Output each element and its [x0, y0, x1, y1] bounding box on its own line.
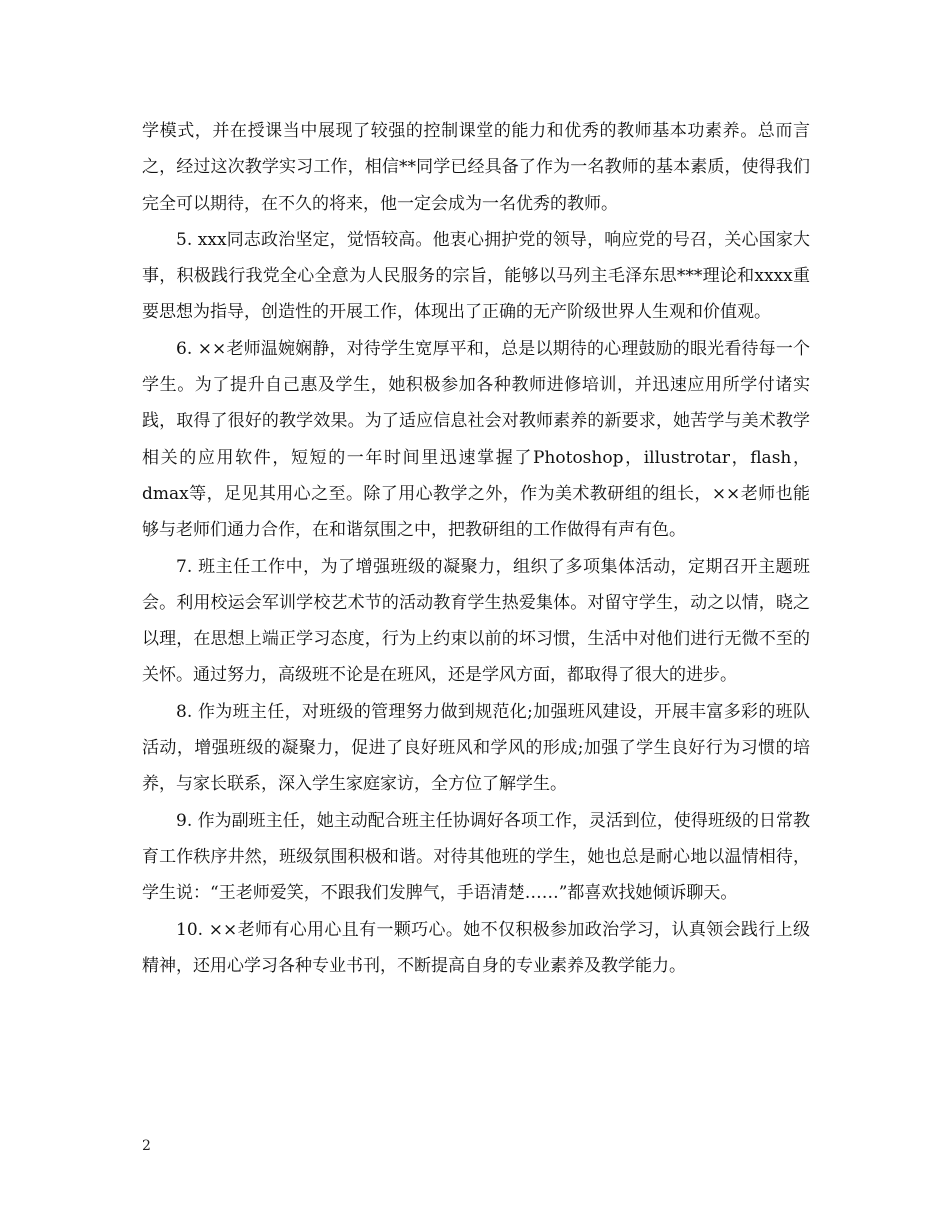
paragraph-item-6: 6. ××老师温婉娴静，对待学生宽厚平和，总是以期待的心理鼓励的眼光看待每一个学生。为了提升自己惠及学生，她积极参加各种教师进修培训，并迅速应用所学付诸实践，取得了很好的教学效果。为了适应信息社会对教师素养的新要求，她苦学与美术教学相关的应用软件，短短的一年时间里迅速掌握了Photoshop，illustrotar，flash，dmax等，足见其用心之至。除了用心教学之外，作为美术教研组的组长，××老师也能够与老师们通力合作，在和谐氛围之中，把教研组的工作做得有声有色。 [142, 338, 810, 541]
paragraph-item-7: 7. 班主任工作中，为了增强班级的凝聚力，组织了多项集体活动，定期召开主题班会。利用校运会军训学校艺术节的活动教育学生热爱集体。对留守学生，动之以情，晓之以理，在思想上端正学习态度，行为上约束以前的坏习惯，生活中对他们进行无微不至的关怀。通过努力，高级班不论是在班风，还是学风方面，都取得了很大的进步。 [142, 556, 810, 686]
paragraph-item-5: 5. xxx同志政治坚定，觉悟较高。他衷心拥护党的领导，响应党的号召，关心国家大事，积极践行我党全心全意为人民服务的宗旨，能够以马列主毛泽东思***理论和xxxx重要思想为指导，创造性的开展工作，体现出了正确的无产阶级世界人生观和价值观。 [142, 229, 810, 323]
document-body [142, 113, 810, 984]
paragraph-item-10: 10. ××老师有心用心且有一颗巧心。她不仅积极参加政治学习，认真领会践行上级精神，还用心学习各种专业书刊，不断提高自身的专业素养及教学能力。 [142, 919, 810, 976]
paragraph-item-9: 9. 作为副班主任，她主动配合班主任协调好各项工作，灵活到位，使得班级的日常教育工作秩序井然，班级氛围积极和谐。对待其他班的学生，她也总是耐心地以温情相待，学生说：“王老师爱笑，不跟我们发脾气，手语清楚……”都喜欢找她倾诉聊天。 [142, 810, 810, 904]
paragraph-item-8: 8. 作为班主任，对班级的管理努力做到规范化;加强班风建设，开展丰富多彩的班队活动，增强班级的凝聚力，促进了良好班风和学风的形成;加强了学生良好行为习惯的培养，与家长联系，深入学生家庭家访，全方位了解学生。 [142, 701, 810, 795]
paragraph-continuation: 学模式，并在授课当中展现了较强的控制课堂的能力和优秀的教师基本功素养。总而言之，经过这次教学实习工作，相信**同学已经具备了作为一名教师的基本素质，使得我们完全可以期待，在不久的将来，他一定会成为一名优秀的教师。 [142, 121, 810, 214]
page-number: 2 [142, 1138, 151, 1154]
